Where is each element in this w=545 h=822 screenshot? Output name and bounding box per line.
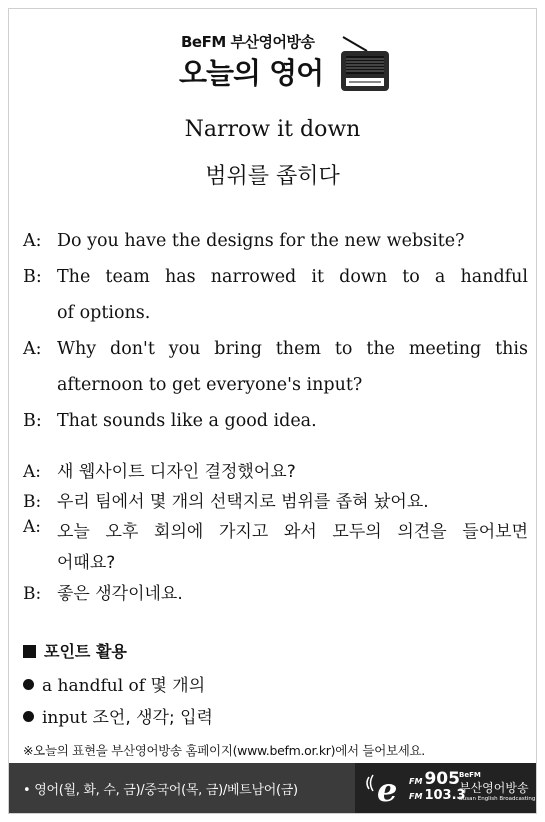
dialogue-line-continued: of options.: [57, 303, 151, 323]
point-heading: [23, 639, 127, 662]
expression-card: [8, 8, 537, 814]
point-meaning: 몇 개의: [150, 676, 206, 696]
dialogue-line-continued: afternoon to get everyone's input?: [57, 375, 363, 395]
point-heading-text: 포인트 활용: [44, 642, 127, 661]
befm-e-logo-icon: [363, 771, 407, 805]
frequency-secondary: FM 103.3: [409, 788, 466, 803]
speaker-label: B:: [23, 411, 42, 431]
dialogue-line: [23, 339, 528, 359]
speaker-label: A:: [23, 339, 42, 359]
dialogue-text: Why don't you bring them to the meeting this: [57, 339, 528, 359]
expression-title-korean: 범위를 좁히다: [205, 164, 340, 189]
frequency-primary: FM 905: [409, 769, 460, 789]
speaker-label: B:: [23, 267, 42, 287]
station-brand: [459, 771, 535, 802]
footer-bar: [9, 763, 536, 813]
point-term: input: [42, 708, 88, 728]
dialogue-line-continued: 어때요?: [57, 553, 116, 573]
dialogue-line: [23, 487, 429, 512]
expression-title-english: Narrow it down: [184, 117, 361, 142]
speaker-label: A:: [23, 462, 42, 482]
language-schedule: • 영어(월, 화, 수, 금)/중국어(목, 금)/베트남어(금): [23, 783, 298, 798]
dialogue-text: That sounds like a good idea.: [57, 411, 317, 431]
station-name: 부산영어방송: [459, 781, 529, 795]
dialogue-text: 새 웹사이트 디자인 결정했어요?: [57, 462, 296, 482]
dialogue-text: Do you have the designs for the new website?: [57, 231, 465, 251]
svg-text:e: e: [377, 771, 398, 805]
dialogue-text: 좋은 생각이네요.: [57, 584, 183, 604]
program-logo: [179, 31, 409, 101]
speaker-label: A:: [23, 231, 42, 251]
dialogue-line: [23, 411, 317, 431]
point-item: [23, 671, 205, 696]
dialogue-line: [23, 457, 296, 482]
dialogue-line: [23, 267, 528, 287]
radio-icon: [337, 35, 393, 95]
dialogue-line: [23, 579, 183, 604]
dialogue-line: [23, 517, 528, 542]
program-title: 오늘의 영어: [179, 56, 324, 90]
dialogue-line: [23, 231, 465, 251]
dialogue-text: 오늘 오후 회의에 가지고 와서 모두의 의견을 들어보면: [57, 522, 528, 542]
point-term: a handful of: [42, 676, 146, 696]
bullet-dot-icon: [23, 711, 34, 722]
point-meaning: 조언, 생각; 입력: [92, 708, 213, 728]
station-english-name: Busan English Broadcasting: [459, 796, 536, 802]
point-item: [23, 703, 213, 728]
brand-line: BeFM 부산영어방송: [181, 33, 315, 51]
speaker-label: B:: [23, 584, 42, 604]
square-bullet-icon: [23, 645, 36, 658]
speaker-label: A:: [23, 517, 42, 537]
station-small-label: BeFM: [459, 771, 481, 779]
speaker-label: B:: [23, 492, 42, 512]
station-logo-block: [355, 763, 537, 813]
dialogue-text: The team has narrowed it down to a handful: [57, 267, 528, 287]
bullet-dot-icon: [23, 679, 34, 690]
dialogue-text: 우리 팀에서 몇 개의 선택지로 범위를 좁혀 놨어요.: [57, 492, 429, 512]
website-note: ※오늘의 표현을 부산영어방송 홈페이지(www.befm.or.kr)에서 들어보세요.: [23, 743, 425, 758]
